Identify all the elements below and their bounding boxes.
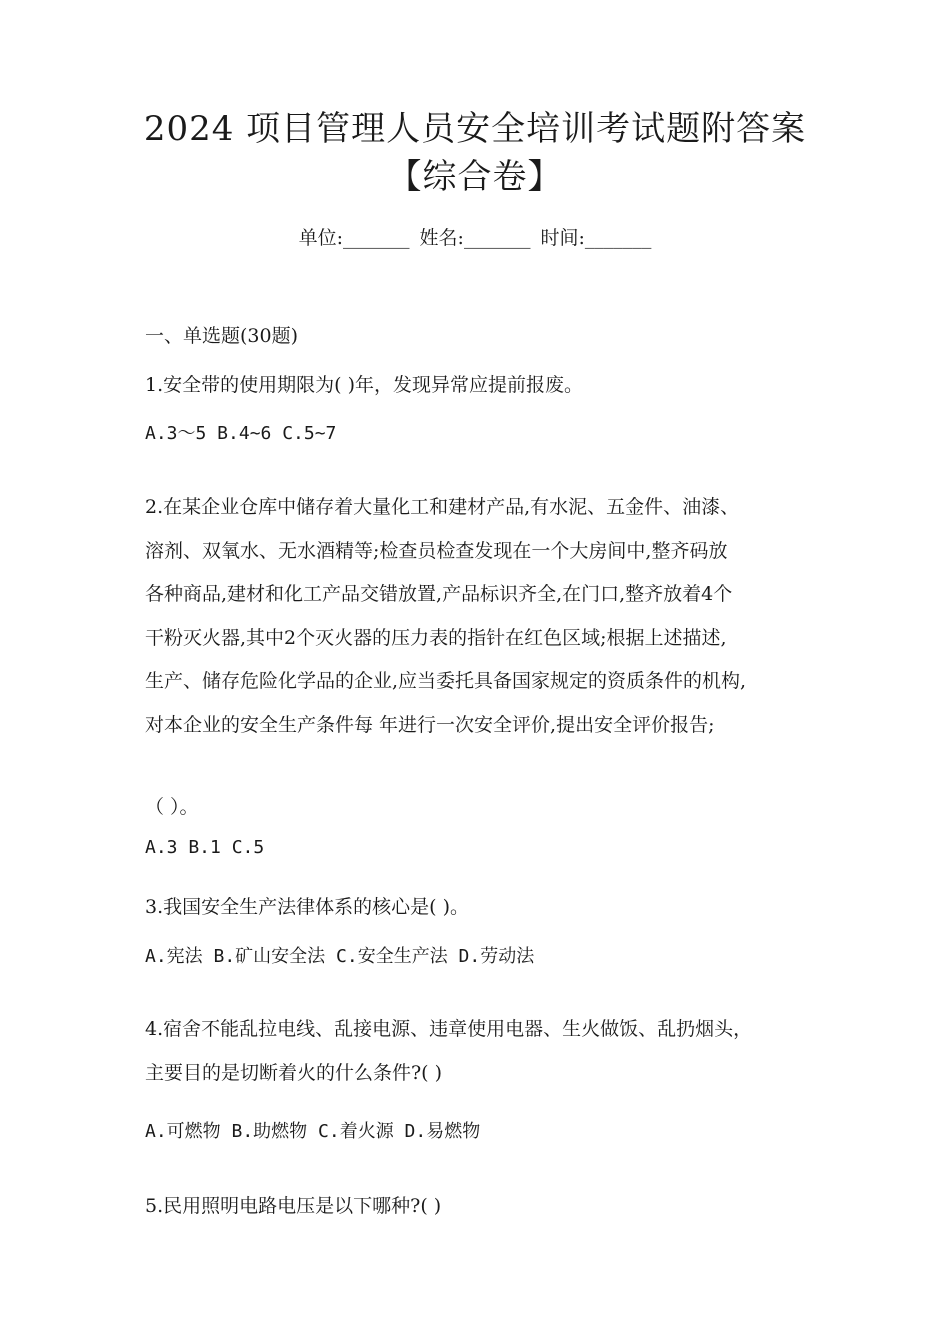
document-title: 2024 项目管理人员安全培训考试题附答案 <box>143 109 807 149</box>
question-4-text <box>145 1008 810 1095</box>
question-2-line: 干粉灭火器,其中2个灭火器的压力表的指针在红色区域;根据上述描述, <box>145 626 727 649</box>
question-2-text <box>145 486 810 747</box>
question-4-options: A.可燃物 B.助燃物 C.着火源 D.易燃物 <box>145 1121 481 1142</box>
section-heading: 一、单选题(30题) <box>145 325 299 347</box>
time-field: 时间:_______ <box>540 227 652 249</box>
unit-field: 单位:_______ <box>298 227 410 249</box>
question-3-text: 3.我国安全生产法律体系的核心是( )。 <box>145 896 469 918</box>
question-2-options: A.3 B.1 C.5 <box>145 837 265 858</box>
question-1-text: 1.安全带的使用期限为( )年，发现异常应提前报废。 <box>145 374 583 396</box>
question-4-line: 主要目的是切断着火的什么条件?( ) <box>145 1061 443 1084</box>
question-2-line: 各种商品,建材和化工产品交错放置,产品标识齐全,在门口,整齐放着4个 <box>145 583 733 605</box>
question-2-line: 生产、储存危险化学品的企业,应当委托具备国家规定的资质条件的机构, <box>145 670 747 692</box>
name-field: 姓名:_______ <box>419 227 531 249</box>
question-3-options: A.宪法 B.矿山安全法 C.安全生产法 D.劳动法 <box>145 946 535 967</box>
question-2-blank: （ ）。 <box>145 796 199 818</box>
question-1-options: A.3～5 B.4~6 C.5~7 <box>145 423 337 444</box>
question-2-line: 对本企业的安全生产条件每 年进行一次安全评价,提出安全评价报告; <box>145 713 715 736</box>
question-2-line: 2.在某企业仓库中储存着大量化工和建材产品,有水泥、五金件、油漆、 <box>145 496 740 518</box>
info-fields <box>0 224 950 252</box>
document-subtitle: 【综合卷】 <box>387 157 563 197</box>
question-5-text: 5.民用照明电路电压是以下哪种?( ) <box>145 1195 442 1217</box>
question-4-line: 4.宿舍不能乱拉电线、乱接电源、违章使用电器、生火做饭、乱扔烟头， <box>145 1018 753 1040</box>
question-2-line: 溶剂、双氧水、无水酒精等;检查员检查发现在一个大房间中,整齐码放 <box>145 539 728 562</box>
